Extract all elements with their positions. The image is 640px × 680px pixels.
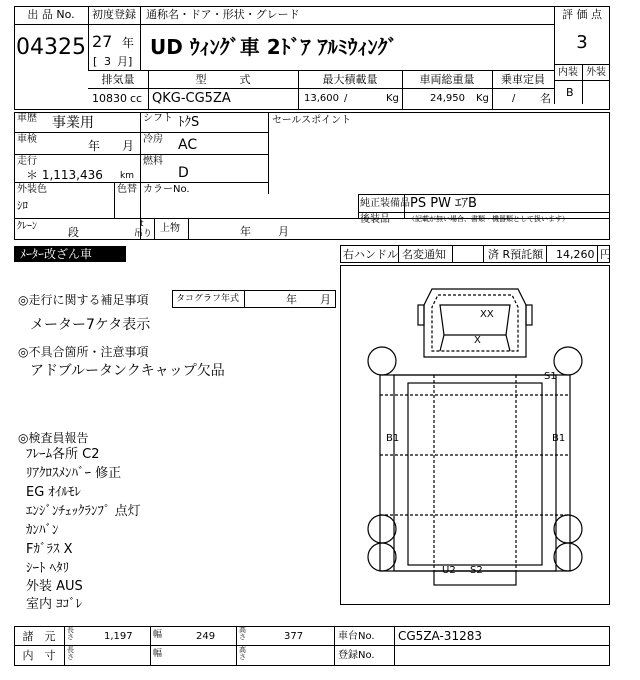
inspector-note: ﾌﾚｰﾑ各所 C2: [26, 447, 100, 462]
int-width-label: 幅: [153, 649, 163, 659]
color-no-label: カラーNo.: [143, 184, 190, 195]
max-load-value: 13,600: [304, 93, 339, 104]
first-reg-year: 27: [92, 32, 113, 51]
truck-diagram: [340, 265, 610, 605]
defects-label: ◎不具合箇所・注意事項: [18, 345, 149, 359]
model-value: QKG-CG5ZA: [152, 91, 231, 106]
exterior-color-label: 外装色: [17, 184, 47, 195]
right-hand-label: 右ハンドル: [343, 248, 398, 261]
installed-year: 年: [240, 225, 251, 238]
defects-note: アドブルータンクキャップ欠品: [30, 363, 225, 379]
inspector-note: ｼｰﾄ ﾍﾀﾘ: [26, 561, 70, 576]
crane-label: ｸﾚｰﾝ: [17, 221, 37, 232]
installed-month: 月: [278, 225, 289, 238]
mark-xx: XX: [480, 309, 494, 320]
model-label: 型 式: [195, 73, 251, 86]
inspector-note: ﾘｱｸﾛｽﾒﾝﾊﾞｰ 修正: [26, 466, 122, 481]
max-load-unit: Kg: [386, 93, 399, 104]
shift-label: シフト: [143, 113, 173, 124]
recycle-label: 済 R預託額: [488, 248, 544, 261]
mileage-value: ＊ 1,113,436: [26, 168, 103, 182]
height-value: 377: [284, 631, 304, 642]
first-reg-year-unit: 年: [122, 36, 135, 50]
int-height-label: 高さ: [239, 646, 246, 661]
gross-weight-value: 24,950: [430, 93, 465, 104]
recycle-amount: 14,260: [556, 248, 595, 261]
grade-value: 3: [576, 32, 588, 53]
mark-s1: S1: [544, 371, 557, 382]
mark-b1-left: B1: [386, 433, 400, 444]
shift-value: ﾄｸS: [178, 115, 200, 130]
name-change-box: [452, 245, 484, 263]
driving-remarks-label: ◎走行に関する補足事項: [18, 293, 149, 307]
mark-b1-right: B1: [552, 433, 566, 444]
registration-label: 登録No.: [338, 650, 375, 661]
width-label: 幅: [153, 630, 163, 640]
mark-u2: U2: [442, 565, 456, 576]
first-reg-month-close: 月]: [117, 55, 133, 68]
displacement-value: 10830: [92, 92, 127, 105]
genuine-equipment-value: PS PW ｴｱB: [410, 196, 477, 211]
capacity-unit: 名: [540, 92, 551, 105]
max-load-label: 最大積載量: [322, 73, 378, 86]
inspector-report-label: ◎検査員報告: [18, 431, 89, 445]
first-reg-label: 初度登録: [92, 8, 136, 21]
mark-s2: S2: [470, 565, 483, 576]
interior-dims-label: 内 寸: [22, 649, 56, 662]
vehicle-name-label: 通称名・ドア・形状・グレード: [146, 8, 300, 21]
interior-grade-value: B: [566, 86, 574, 99]
first-reg-month-open: [: [93, 55, 98, 68]
fuel-value: D: [178, 165, 189, 181]
history-value: 事業用: [52, 115, 94, 131]
inspector-note: 外装 AUS: [26, 579, 83, 594]
length-value: 1,197: [104, 631, 133, 642]
mark-x: X: [474, 335, 481, 346]
chassis-value: CG5ZA-31283: [398, 629, 482, 643]
recycle-unit: 円: [600, 248, 611, 261]
crane-stage: 段: [68, 226, 79, 239]
ac-label: 冷房: [143, 134, 163, 145]
inspector-note: Fｶﾞﾗｽ X: [26, 542, 73, 557]
inspector-note: 室内 ﾖｺﾞﾚ: [26, 597, 83, 612]
tachograph-label: タコグラフ年式: [176, 294, 240, 304]
lot-label: 出 品 No.: [27, 8, 75, 21]
length-label: 長さ: [67, 626, 74, 641]
crane-hook: 吊り: [134, 229, 153, 239]
crane-ton: t: [140, 219, 144, 229]
inspection-year: 年: [88, 139, 101, 153]
grade-label: 評 価 点: [562, 8, 602, 21]
tachograph-month: 月: [320, 293, 331, 306]
selling-points-label: セールスポイント: [272, 115, 352, 126]
aftermarket-note: （記載が無い場合、書類・機器類として扱います）: [408, 215, 569, 223]
mileage-unit: km: [120, 171, 134, 181]
mileage-label: 走行: [17, 156, 37, 167]
height-label: 高さ: [239, 626, 246, 641]
inspector-note: ｶﾝﾊﾞﾝ: [26, 523, 59, 538]
interior-grade-label: 内装: [558, 67, 578, 78]
exterior-color-value: ｼﾛ: [17, 199, 28, 212]
inspector-note: ｴﾝｼﾞﾝﾁｪｯｸﾗﾝﾌﾟ 点灯: [26, 504, 141, 519]
dims-label: 諸 元: [22, 630, 56, 643]
max-load-separator: /: [344, 93, 348, 104]
lot-number: 04325: [16, 35, 86, 60]
name-change-label: 名変通知: [402, 248, 446, 261]
exterior-grade-label: 外装: [586, 67, 606, 78]
genuine-equipment-label: 純正装備品: [360, 198, 410, 209]
displacement-unit: cc: [130, 92, 143, 105]
ac-value: AC: [178, 137, 198, 153]
gross-weight-unit: Kg: [476, 93, 489, 104]
driving-remarks-note: メーター7ケタ表示: [30, 317, 151, 333]
meter-tampered-banner: ﾒｰﾀｰ改ざん車: [14, 246, 126, 262]
capacity-label: 乗車定員: [501, 73, 545, 86]
vehicle-name: UD ｳｨﾝｸﾞ車 2ﾄﾞｱ ｱﾙﾐｳｨﾝｸﾞ: [150, 35, 398, 59]
color-change-label: 色替: [117, 184, 137, 195]
aftermarket-label: 後装品: [360, 214, 390, 225]
inspection-month: 月: [122, 139, 135, 153]
inspection-label: 車検: [17, 134, 37, 145]
width-value: 249: [196, 631, 216, 642]
inspector-note: EG ｵｲﾙﾓﾚ: [26, 485, 81, 500]
gross-weight-label: 車両総重量: [419, 73, 475, 86]
int-length-label: 長さ: [67, 646, 74, 661]
first-reg-month: 3: [104, 55, 111, 68]
capacity-separator: /: [512, 93, 516, 104]
installed-label: 上物: [160, 223, 180, 234]
history-label: 車歴: [17, 113, 37, 124]
chassis-label: 車台No.: [338, 631, 375, 642]
displacement-label: 排気量: [101, 73, 135, 86]
fuel-label: 燃料: [143, 156, 163, 167]
tachograph-year: 年: [286, 293, 297, 306]
